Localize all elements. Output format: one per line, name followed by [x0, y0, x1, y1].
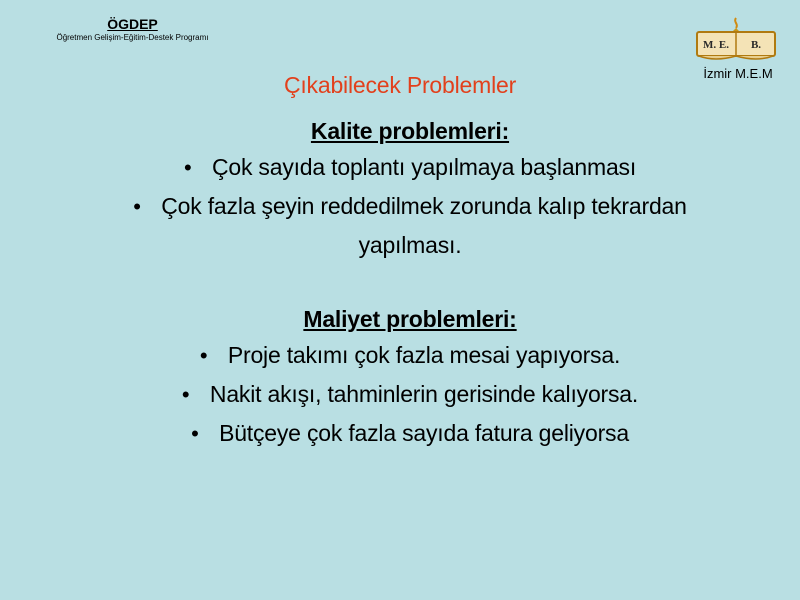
logo-text-b: B.	[750, 39, 762, 51]
bullet-dot-icon: •	[199, 343, 208, 368]
bullet-item	[80, 414, 740, 453]
bullet-text: Proje takımı çok fazla mesai yapıyorsa.	[227, 342, 621, 368]
bullet-dot-icon: •	[181, 382, 190, 407]
brand-subtitle: Öğretmen Gelişim-Eğitim-Destek Programı	[56, 33, 209, 42]
bullet-item	[80, 336, 740, 375]
section-heading-quality: Kalite problemleri:	[310, 118, 510, 144]
section-heading-cost: Maliyet problemleri:	[303, 306, 517, 332]
bullet-item	[80, 187, 740, 264]
slide-title: Çıkabilecek Problemler	[283, 72, 517, 98]
bullet-item	[80, 148, 740, 187]
brand-name: ÖGDEP	[107, 16, 158, 32]
program-brand	[40, 16, 225, 43]
bullet-dot-icon: •	[183, 155, 192, 180]
meb-logo-icon	[695, 16, 777, 62]
bullet-dot-icon: •	[133, 194, 141, 219]
bullet-text: Çok sayıda toplantı yapılmaya başlanması	[211, 154, 637, 180]
bullet-item	[80, 375, 740, 414]
logo-caption: İzmir M.E.M	[703, 66, 773, 81]
logo-text-me: M. E.	[703, 39, 729, 51]
bullet-text: Nakit akışı, tahminlerin gerisinde kalıyorsa.	[209, 381, 639, 407]
slide-content	[80, 114, 740, 453]
bullet-text: Bütçeye çok fazla sayıda fatura geliyorsa	[219, 420, 629, 446]
bullet-dot-icon: •	[191, 421, 199, 446]
bullet-text: Çok fazla şeyin reddedilmek zorunda kalıp tekrardan yapılması.	[161, 193, 687, 258]
